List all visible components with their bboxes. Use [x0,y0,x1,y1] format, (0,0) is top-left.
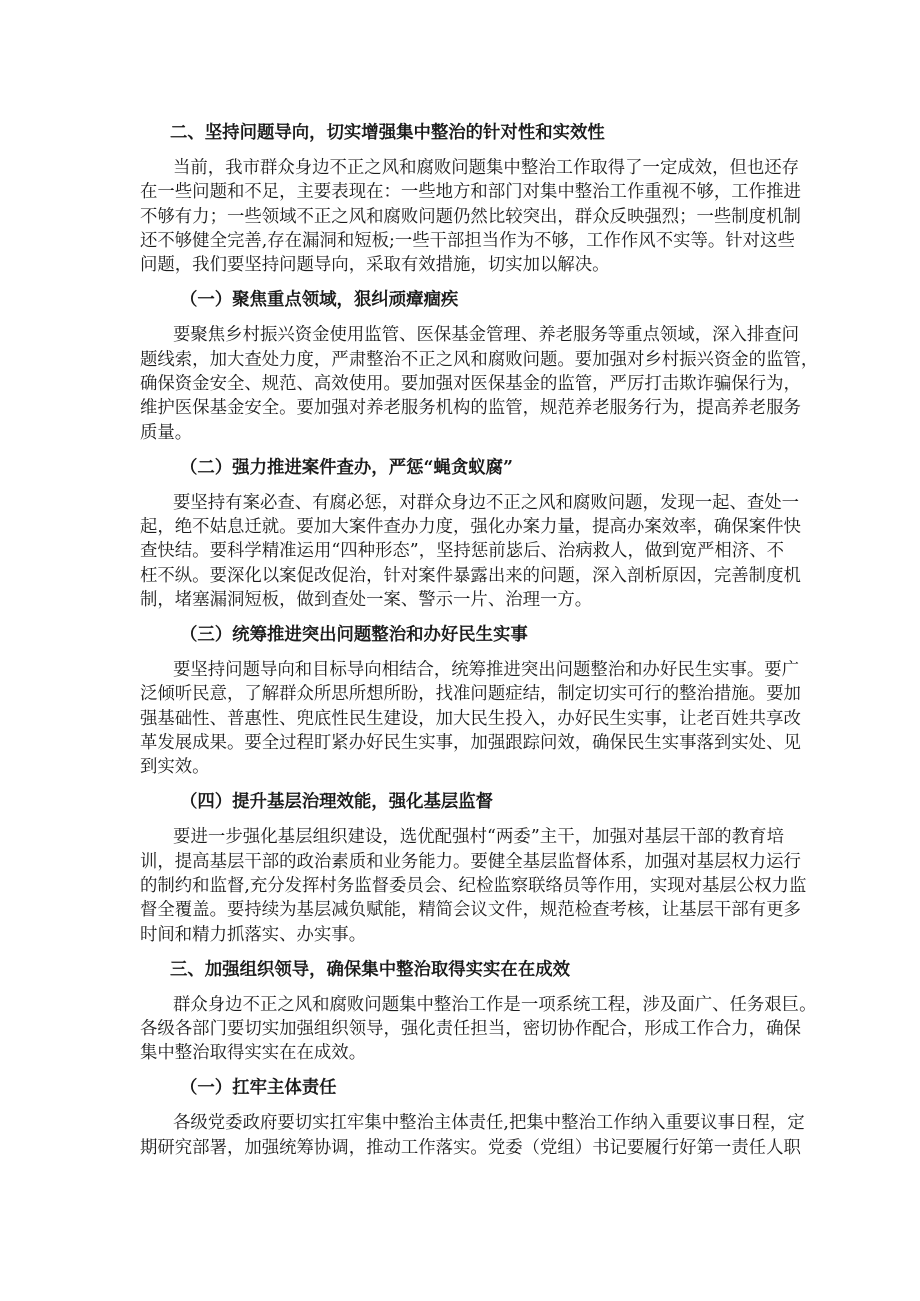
text-line: 制，堵塞漏洞短板，做到查处一案、警示一片、治理一方。 [140,590,593,611]
subsection-heading [140,288,784,312]
paragraph [140,156,801,278]
paragraph [140,1111,805,1160]
text-line: 确保资金安全、规范、高效使用。要加强对医保基金的监管，严厉打击欺诈骗保行为， [140,374,801,395]
section-heading [140,958,784,982]
text-line: 在一些问题和不足，主要表现在：一些地方和部门对集中整治工作重视不够，工作推进 [140,182,801,203]
paragraph [140,825,807,947]
text-line: 督全覆盖。要持续为基层减负赋能，精简会议文件，规范检查考核，让基层干部有更多 [140,900,801,921]
text-line: 当前，我市群众身边不正之风和腐败问题集中整治工作取得了一定成效，但也还存 [173,157,800,178]
text-line: 还不够健全完善,存在漏洞和短板;一些干部担当作为不够，工作作风不实等。针对这些 [140,231,795,252]
text-line: 革发展成果。要全过程盯紧办好民生实事，加强跟踪问效，确保民生实事落到实处、见 [140,733,801,754]
subsection-heading [140,623,784,647]
paragraph [140,658,801,780]
text-line: （一）聚焦重点领域，狠纠顽瘴痼疾 [180,290,459,311]
text-line: 期研究部署，加强统筹协调，推动工作落实。党委（党组）书记要履行好第一责任人职 [140,1137,801,1158]
text-line: 枉不纵。要深化以案促改促治，针对案件暴露出来的问题，深入剖析原因，完善制度机 [140,565,801,586]
text-line: 要坚持问题导向和目标导向相结合，统筹推进突出问题整治和办好民生实事。要广 [173,659,800,680]
text-line: 训，提高基层干部的政治素质和业务能力。要健全基层监督体系，加强对基层权力运行 [140,851,801,872]
text-line: 不够有力；一些领域不正之风和腐败问题仍然比较突出，群众反映强烈；一些制度机制 [140,206,801,227]
text-line: 查快结。要科学精准运用“四种形态”，坚持惩前毖后、治病救人，做到宽严相济、不 [140,541,784,562]
text-line: 二、坚持问题导向，切实增强集中整治的针对性和实效性 [170,123,605,143]
text-line: 时间和精力抓落实、办实事。 [140,924,367,945]
paragraph [140,993,817,1066]
text-line: 维护医保基金安全。要加强对养老服务机构的监管，规范养老服务行为，提高养老服务 [140,398,801,419]
text-line: 泛倾听民意，了解群众所思所想所盼，找准问题症结，制定切实可行的整治措施。要加 [140,684,801,705]
text-line: （三）统筹推进突出问题整治和办好民生实事 [180,625,528,646]
text-line: 群众身边不正之风和腐败问题集中整治工作是一项系统工程，涉及面广、任务艰巨。 [173,994,817,1015]
document-body [140,121,819,1170]
text-line: 各级各部门要切实加强组织领导，强化责任担当，密切协作配合，形成工作合力，确保 [140,1019,801,1039]
text-line: （四）提升基层治理效能，强化基层监督 [180,792,494,813]
text-line: 问题，我们要坚持问题导向，采取有效措施，切实加以解决。 [140,255,610,276]
text-line: 起，绝不姑息迁就。要加大案件查办力度，强化办案力量，提高办案效率，确保案件快 [140,516,801,537]
text-line: 题线索，加大查处力度，严肃整治不正之风和腐败问题。要加强对乡村振兴资金的监管， [140,349,819,370]
subsection-heading [140,790,784,814]
text-line: 质量。 [140,422,193,443]
text-line: （二）强力推进案件查办，严惩“蝇贪蚁腐” [180,457,514,478]
text-line: 集中整治取得实实在在成效。 [140,1043,367,1064]
text-line: 要聚焦乡村振兴资金使用监管、医保基金管理、养老服务等重点领域，深入排查问 [173,325,800,346]
subsection-heading [140,456,784,480]
subsection-heading [140,1076,784,1100]
text-line: 各级党委政府要切实扛牢集中整治主体责任,把集中整治工作纳入重要议事日程，定 [173,1113,805,1134]
paragraph [140,491,801,613]
text-line: 要坚持有案必查、有腐必惩，对群众身边不正之风和腐败问题，发现一起、查处一 [173,492,800,513]
text-line: （一）扛牢主体责任 [180,1078,337,1099]
text-line: 的制约和监督,充分发挥村务监督委员会、纪检监察联络员等作用，实现对基层公权力监 [140,876,807,897]
text-line: 三、加强组织领导，确保集中整治取得实实在在成效 [170,959,570,980]
text-line: 到实效。 [140,757,210,778]
text-line: 要进一步强化基层组织建设，选优配强村“两委”主干，加强对基层干部的教育培 [173,827,784,848]
text-line: 强基础性、普惠性、兜底性民生建设，加大民生投入，办好民生实事，让老百姓共享改 [140,708,801,729]
section-heading [140,121,784,145]
paragraph [140,323,819,445]
